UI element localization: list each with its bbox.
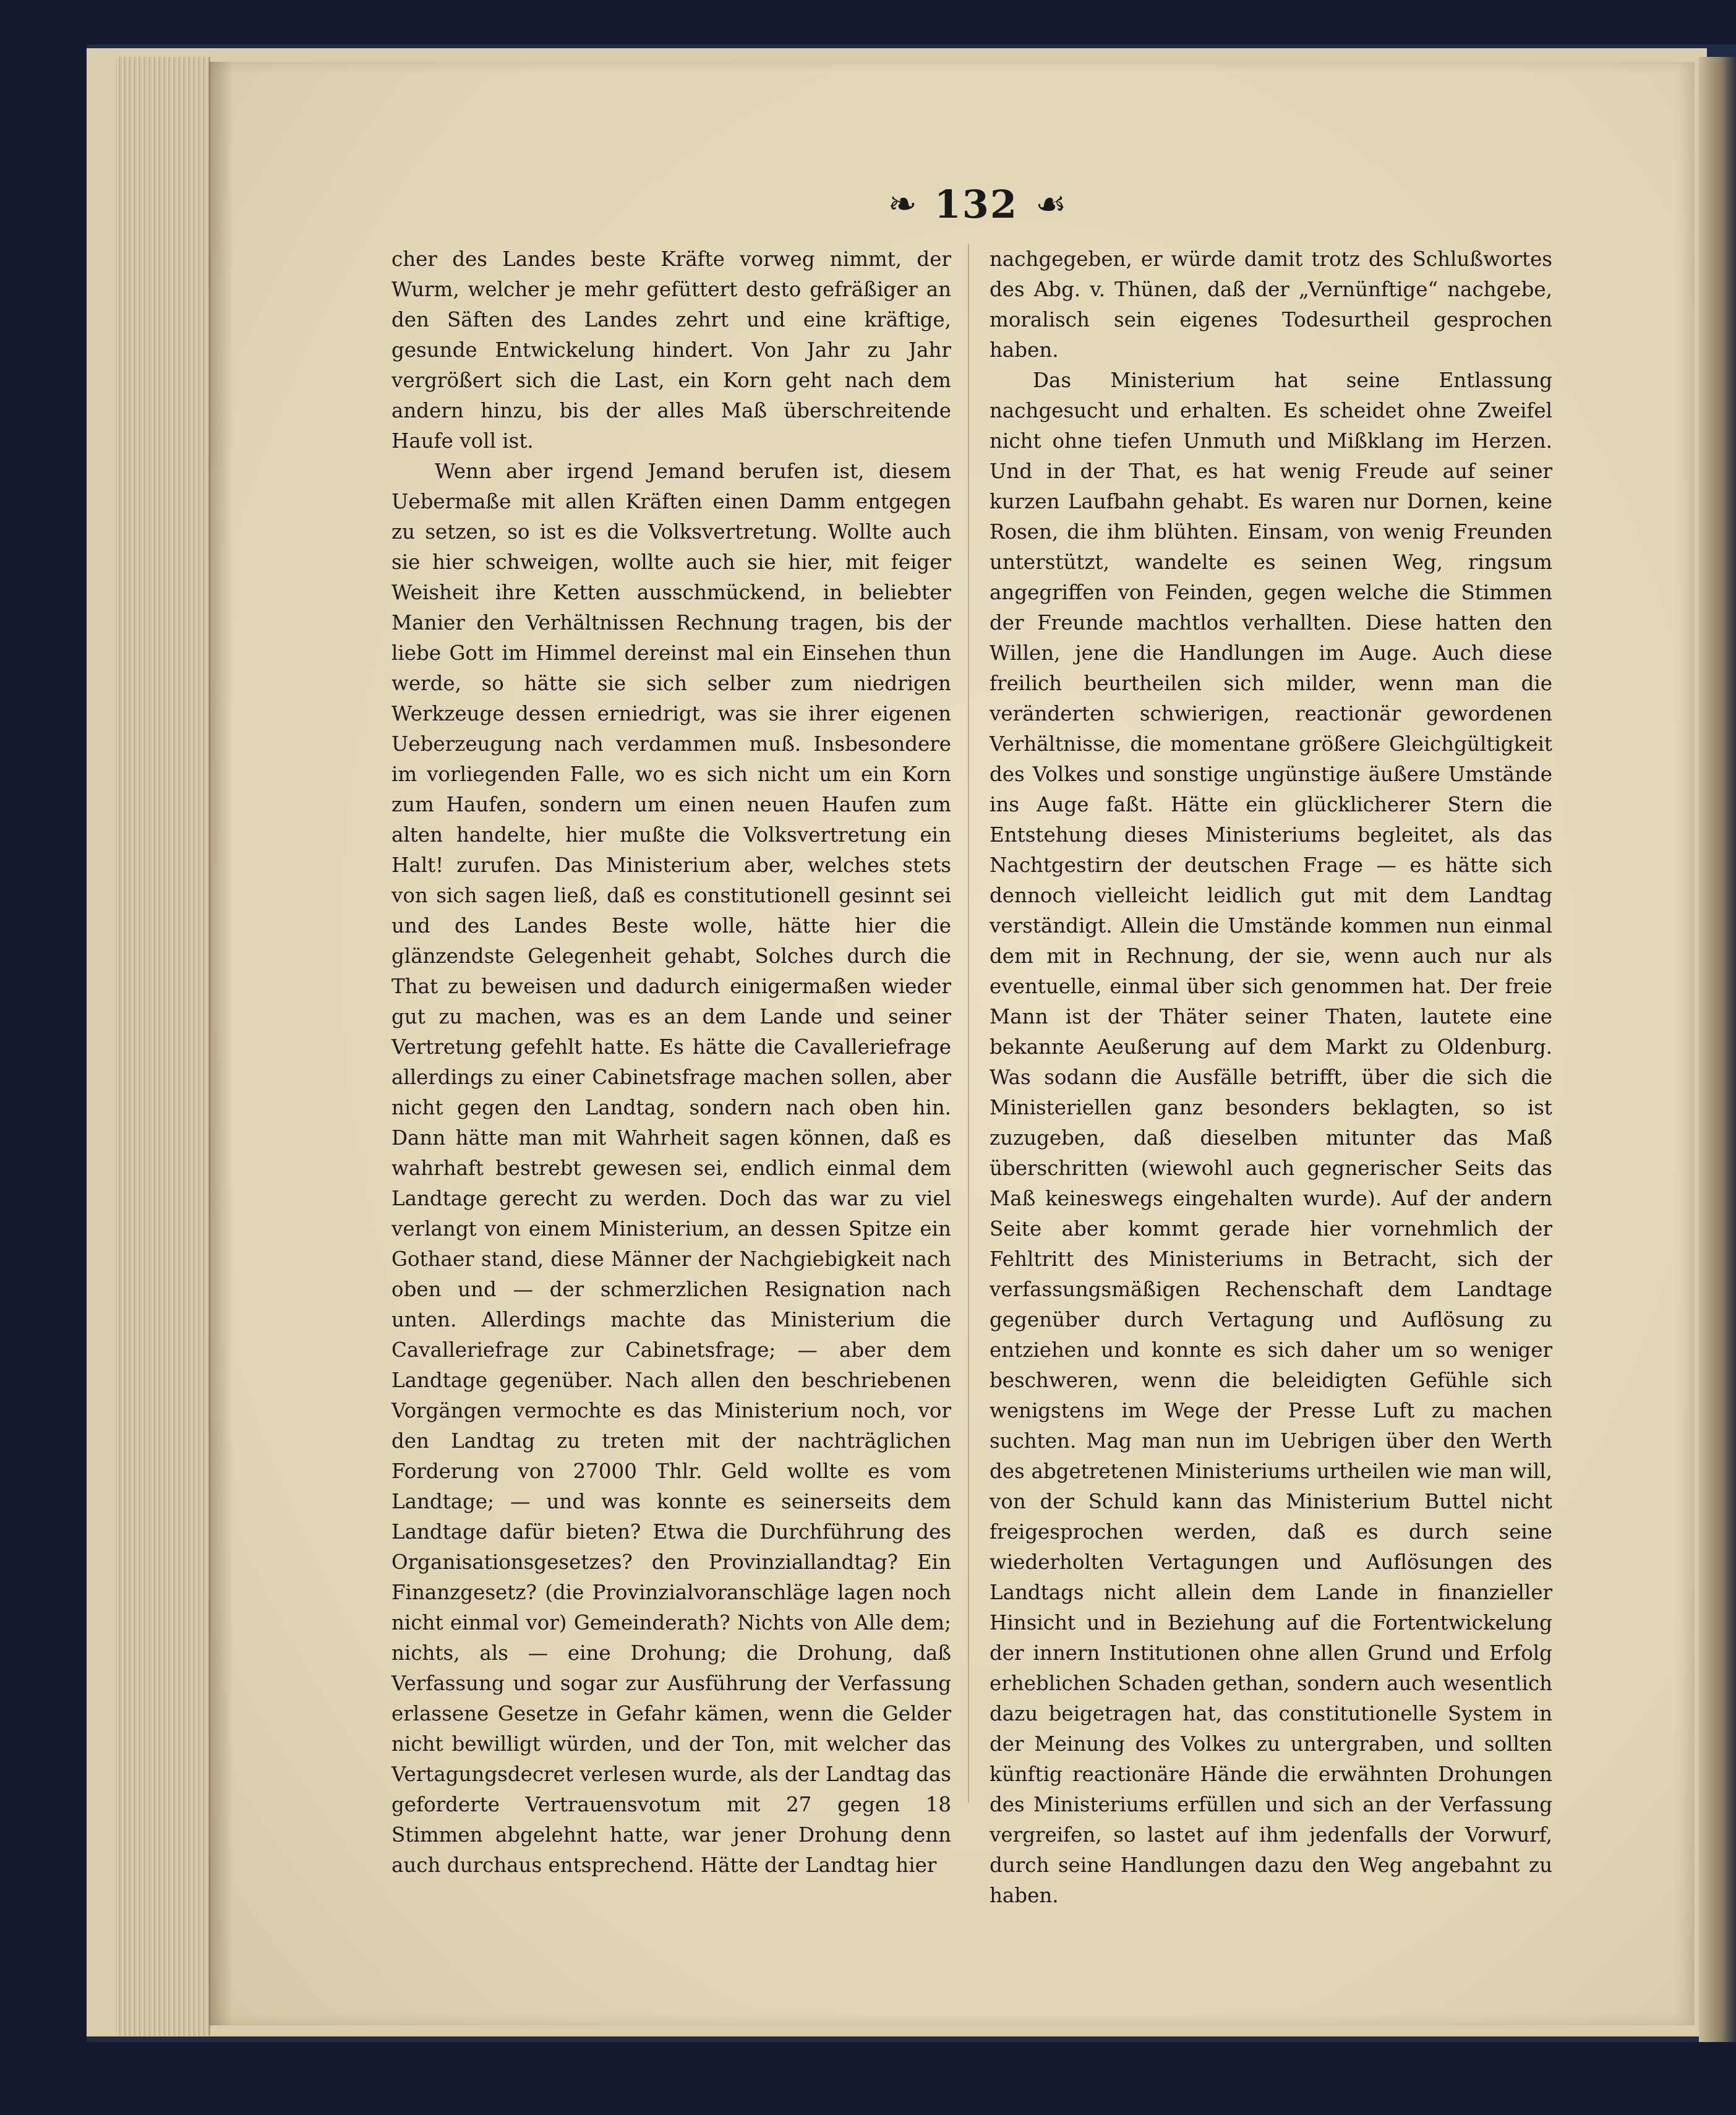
column-divider — [968, 244, 969, 1803]
page-number: 132 — [934, 181, 1019, 227]
left-column — [391, 244, 951, 1881]
gutter-shadow — [209, 62, 234, 2025]
paragraph: nachgegeben, er würde damit trotz des Schlußwortes des Abg. v. Thünen, daß der „Vernünftige“ nachgebe, moralisch sein eigenes Todesurtheil gesprochen haben. — [990, 247, 1552, 362]
page-stack-edge — [116, 57, 210, 2036]
right-column — [990, 244, 1552, 1911]
facing-page-edge — [1699, 57, 1736, 2042]
paragraph: cher des Landes beste Kräfte vorweg nimmt, der Wurm, welcher je mehr gefüttert desto gefräßiger an den Säften des Landes zehrt und eine kräftige, gesunde Entwickelung hindert. Von Jahr zu Jahr vergrößert sich die Last, ein Korn geht nach dem andern hinzu, bis der alles Maß überschreitende Haufe voll ist. — [391, 247, 951, 453]
page-header — [823, 176, 1132, 232]
ornament-left-icon: ❧ — [887, 184, 917, 224]
ornament-right-icon: ☙ — [1035, 184, 1067, 224]
paragraph: Das Ministerium hat seine Entlassung nachgesucht und erhalten. Es scheidet ohne Zweifel nicht ohne tiefen Unmuth und Mißklang im Herzen. Und in der That, es hat wenig Freude auf seiner kurzen Laufbahn gehabt. Es waren nur Dornen, keine Rosen, die ihm blühten. Einsam, von wenig Freunden unterstützt, wandelte es seinen Weg, ringsum angegriffen von Feinden, gegen welche die Stimmen der Freunde machtlos verhallten. Diese hatten den Willen, jene die Handlungen im Auge. Auch diese freilich beurtheilen sich milder, wenn man die veränderten schwierigen, reactionär gewordenen Verhältnisse, die momentane größere Gleichgültigkeit des Volkes und sonstige ungünstige äußere Umstände ins Auge faßt. Hätte ein glücklicherer Stern die Entstehung dieses Ministeriums begleitet, als das Nachtgestirn der deutschen Frage — es hätte sich dennoch vielleicht leidlich gut mit dem Landtag verständigt. Allein die Umstände kommen nun einmal dem mit in Rechnung, der sie, wenn auch nur als eventuelle, einmal über sich genommen hat. Der freie Mann ist der Thäter seiner Thaten, lautete eine bekannte Aeußerung auf dem Markt zu Oldenburg. Was sodann die Ausfälle betrifft, über die sich die Ministeriellen ganz besonders beklagten, so ist zuzugeben, daß dieselben mitunter das Maß überschritten (wiewohl auch gegnerischer Seits das Maß keineswegs eingehalten wurde). Auf der andern Seite aber kommt gerade hier vornehmlich der Fehltritt des Ministeriums in Betracht, sich der verfassungsmäßigen Rechenschaft dem Landtage gegenüber durch Vertagung und Auflösung zu entziehen und konnte es sich daher um so weniger beschweren, wenn die beleidigten Gefühle sich wenigstens im Wege der Presse Luft zu machen suchten. Mag man nun im Uebrigen über den Werth des abgetretenen Ministeriums urtheilen wie man will, von der Schuld kann das Ministerium Buttel nicht freigesprochen werden, daß es durch seine wiederholten Vertagungen und Auflösungen des Landtags nicht allein dem Lande in finanzieller Hinsicht und in Beziehung auf die Fortentwickelung der innern Institutionen ohne allen Grund und Erfolg erheblichen Schaden gethan, sondern auch wesentlich dazu beigetragen hat, das constitutionelle System in der Meinung des Volkes zu untergraben, und sollten künftig reactionäre Hände die erwähnten Drohungen des Ministeriums erfüllen und sich an der Verfassung vergreifen, so lastet auf ihm jedenfalls der Vorwurf, durch seine Handlungen dazu den Weg angebahnt zu haben. — [990, 369, 1552, 1907]
paragraph: Wenn aber irgend Jemand berufen ist, diesem Uebermaße mit allen Kräften einen Damm entgegen zu setzen, so ist es die Volksvertretung. Wollte auch sie hier schweigen, wollte auch sie hier, mit feiger Weisheit ihre Ketten ausschmückend, in beliebter Manier den Verhältnissen Rechnung tragen, bis der liebe Gott im Himmel dereinst mal ein Einsehen thun werde, so hätte sie sich selber zum niedrigen Werkzeuge dessen erniedrigt, was sie ihrer eigenen Ueberzeugung nach verdammen muß. Insbesondere im vorliegenden Falle, wo es sich nicht um ein Korn zum Haufen, sondern um einen neuen Haufen zum alten handelte, hier mußte die Volksvertretung ein Halt! zurufen. Das Ministerium aber, welches stets von sich sagen ließ, daß es constitutionell gesinnt sei und des Landes Beste wolle, hätte hier die glänzendste Gelegenheit gehabt, Solches durch die That zu beweisen und dadurch einigermaßen wieder gut zu machen, was es an dem Lande und seiner Vertretung gefehlt hatte. Es hätte die Cavalleriefrage allerdings zu einer Cabinetsfrage machen sollen, aber nicht gegen den Landtag, sondern nach oben hin. Dann hätte man mit Wahrheit sagen können, daß es wahrhaft bestrebt gewesen sei, endlich einmal dem Landtage gerecht zu werden. Doch das war zu viel verlangt von einem Ministerium, an dessen Spitze ein Gothaer stand, diese Männer der Nachgiebigkeit nach oben und — der schmerzlichen Resignation nach unten. Allerdings machte das Ministerium die Cavalleriefrage zur Cabinetsfrage; — aber dem Landtage gegenüber. Nach allen den beschriebenen Vorgängen vermochte es das Ministerium noch, vor den Landtag zu treten mit der nachträglichen Forderung von 27000 Thlr. Geld wollte es vom Landtage; — und was konnte es seinerseits dem Landtage dafür bieten? Etwa die Durchführung des Organisationsgesetzes? den Provinziallandtag? Ein Finanzgesetz? (die Provinzialvoranschläge lagen noch nicht einmal vor) Gemeinderath? Nichts von Alle dem; nichts, als — eine Drohung; die Drohung, daß Verfassung und sogar zur Ausführung der Verfassung erlassene Gesetze in Gefahr kämen, wenn die Gelder nicht bewilligt würden, und der Ton, mit welcher das Vertagungsdecret verlesen wurde, als der Landtag das geforderte Vertrauensvotum mit 27 gegen 18 Stimmen abgelehnt hatte, war jener Drohung denn auch durchaus entsprechend. Hätte der Landtag hier — [391, 459, 951, 1877]
